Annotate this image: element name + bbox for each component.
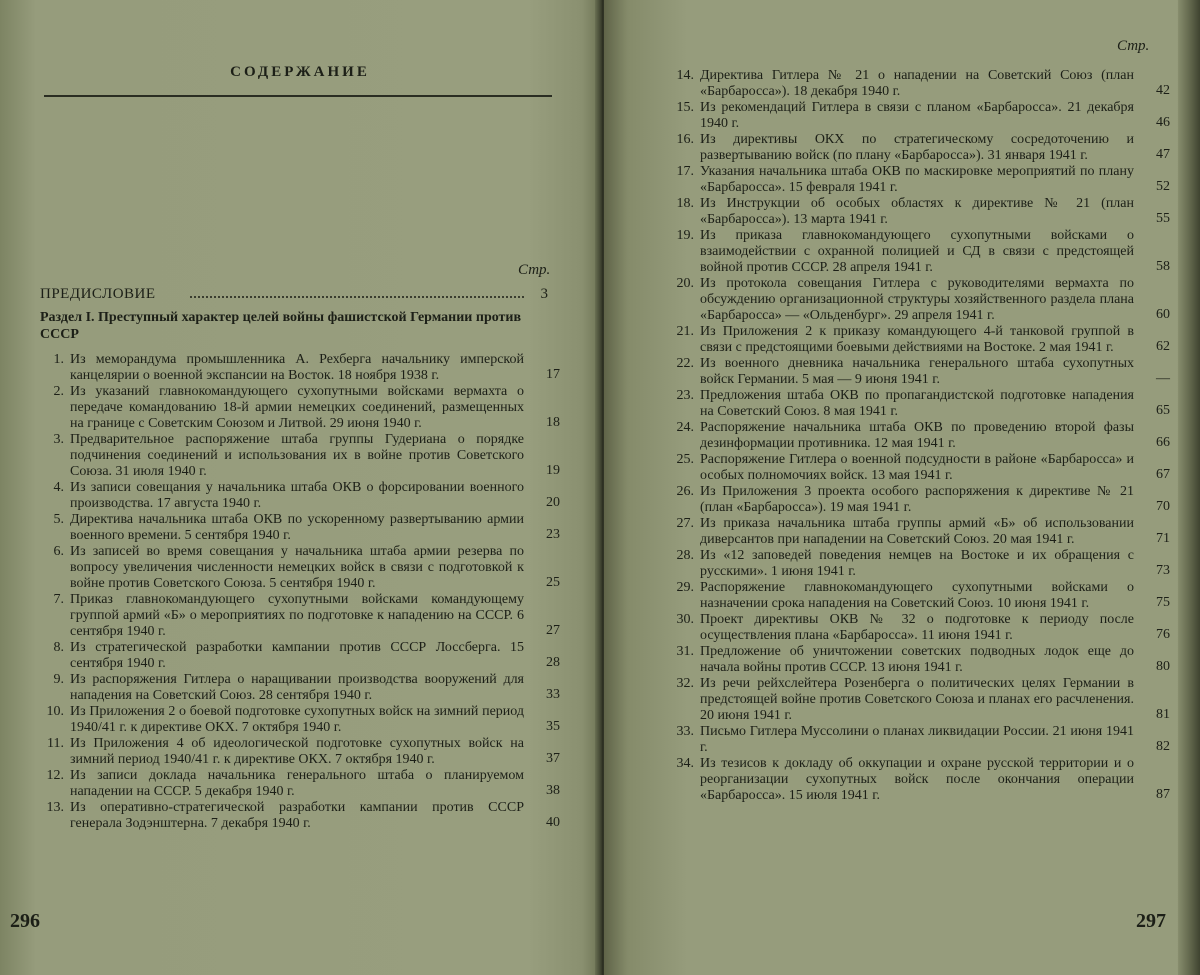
- entry-number: 3.: [53, 432, 64, 447]
- toc-entry: [40, 384, 560, 432]
- toc-entry: [40, 672, 560, 704]
- toc-entry: [670, 356, 1170, 388]
- entry-page-number: 80: [1156, 659, 1170, 674]
- toc-entry: [670, 276, 1170, 324]
- entry-title: Распоряжение начальника штаба ОКВ по проведению второй фазы дезинформации противника. 12 мая 1941 г.: [700, 420, 1134, 451]
- entry-number: 8.: [53, 640, 64, 655]
- page-number-right: 297: [1136, 910, 1166, 932]
- entry-page-number: 27: [546, 623, 560, 638]
- entry-page-number: 25: [546, 575, 560, 590]
- entry-page-number: 38: [546, 783, 560, 798]
- entry-number: 21.: [676, 324, 694, 339]
- heading-rule: [44, 95, 552, 97]
- entry-title: Из рекомендаций Гитлера в связи с планом «Барбаросса». 21 декабря 1940 г.: [700, 100, 1134, 131]
- entry-page-number: 75: [1156, 595, 1170, 610]
- entry-title: Из приказа главнокомандующего сухопутными войсками о взаимодействии с охранной полицией и СД в связи с предстоящей войной против СССР. 28 апреля 1941 г.: [700, 228, 1134, 275]
- entry-title: Из Приложения 3 проекта особого распоряжения к директиве № 21 (план «Барбаросса»). 19 мая 1941 г.: [700, 484, 1134, 515]
- entry-number: 30.: [676, 612, 694, 627]
- entry-title: Приказ главнокомандующего сухопутными войсками командующему группой армий «Б» о мероприятиях по подготовке к нападению на СССР. 6 сентября 1940 г.: [70, 592, 524, 639]
- entry-title: Из Приложения 2 к приказу командующего 4-й танковой группой в связи с предстоящими боевыми действиями на Востоке. 2 мая 1941 г.: [700, 324, 1134, 355]
- entry-title: Из стратегической разработки кампании против СССР Лоссберга. 15 сентября 1940 г.: [70, 640, 524, 671]
- entry-title: Из Приложения 4 об идеологической подготовке сухопутных войск на зимний период 1940/41 г. к директиве ОКХ. 7 октября 1940 г.: [70, 736, 524, 767]
- entry-number: 18.: [676, 196, 694, 211]
- entry-number: 31.: [676, 644, 694, 659]
- entry-title: Из протокола совещания Гитлера с руководителями вермахта по обсуждению организационной структуры хозяйственного раздела плана «Барбаросса» — «Ольденбург». 29 апреля 1941 г.: [700, 276, 1134, 323]
- toc-entry: [670, 388, 1170, 420]
- entry-number: 12.: [46, 768, 64, 783]
- entry-title: Из Приложения 2 о боевой подготовке сухопутных войск на зимний период 1940/41 г. к директиве ОКХ. 7 октября 1940 г.: [70, 704, 524, 735]
- entry-title: Из «12 заповедей поведения немцев на Востоке и их обращения с русскими». 1 июня 1941 г.: [700, 548, 1134, 579]
- toc-entry: [670, 516, 1170, 548]
- entry-number: 4.: [53, 480, 64, 495]
- toc-entry: [670, 548, 1170, 580]
- toc-entry: [40, 768, 560, 800]
- entry-title: Указания начальника штаба ОКВ по маскировке мероприятий по плану «Барбаросса». 15 февраля 1941 г.: [700, 164, 1134, 195]
- entry-page-number: 76: [1156, 627, 1170, 642]
- entry-title: Распоряжение Гитлера о военной подсудности в районе «Барбаросса» и особых полномочиях войск. 13 мая 1941 г.: [700, 452, 1134, 483]
- entry-number: 29.: [676, 580, 694, 595]
- book-edge: [1178, 0, 1200, 975]
- entry-title: Из записи совещания у начальника штаба ОКВ о форсировании военного производства. 17 августа 1940 г.: [70, 480, 524, 511]
- contents-heading: СОДЕРЖАНИЕ: [230, 64, 370, 80]
- entry-title: Директива Гитлера № 21 о нападении на Советский Союз (план «Барбаросса»). 18 декабря 1940 г.: [700, 68, 1134, 99]
- toc-entry: [670, 484, 1170, 516]
- toc-entry: [40, 640, 560, 672]
- entry-number: 28.: [676, 548, 694, 563]
- entry-number: 23.: [676, 388, 694, 403]
- entry-number: 20.: [676, 276, 694, 291]
- entry-page-number: 47: [1156, 147, 1170, 162]
- entry-page-number: 58: [1156, 259, 1170, 274]
- preface-page-number: 3: [540, 286, 548, 302]
- entry-number: 24.: [676, 420, 694, 435]
- toc-entry: [670, 644, 1170, 676]
- toc-entry: [670, 756, 1170, 804]
- entry-title: Из директивы ОКХ по стратегическому сосредоточению и развертыванию войск (по плану «Барбаросса»). 31 января 1941 г.: [700, 132, 1134, 163]
- toc-entry: [40, 432, 560, 480]
- entry-number: 22.: [676, 356, 694, 371]
- entry-number: 5.: [53, 512, 64, 527]
- entry-page-number: 19: [546, 463, 560, 478]
- entry-title: Директива начальника штаба ОКВ по ускоренному развертыванию армии военного времени. 5 сентября 1940 г.: [70, 512, 524, 543]
- entry-number: 14.: [676, 68, 694, 83]
- entry-page-number: 46: [1156, 115, 1170, 130]
- toc-entry: [670, 324, 1170, 356]
- toc-entry: [670, 612, 1170, 644]
- entry-page-number: 67: [1156, 467, 1170, 482]
- entry-title: Из оперативно-стратегической разработки кампании против СССР генерала Зодэнштерна. 7 декабря 1940 г.: [70, 800, 524, 831]
- entry-title: Предложение об уничтожении советских подводных лодок еще до начала войны против СССР. 13 июня 1941 г.: [700, 644, 1134, 675]
- entry-number: 16.: [676, 132, 694, 147]
- section-title: Раздел I. Преступный характер целей войны фашистской Германии против СССР: [40, 310, 522, 342]
- entry-page-number: 71: [1156, 531, 1170, 546]
- toc-entry: [40, 352, 560, 384]
- entry-page-number: 28: [546, 655, 560, 670]
- entry-number: 32.: [676, 676, 694, 691]
- entry-number: 33.: [676, 724, 694, 739]
- entry-number: 2.: [53, 384, 64, 399]
- entry-title: Из речи рейхслейтера Розенберга о политических целях Германии в предстоящей войне против Советского Союза и планах его расчленения. 20 июня 1941 г.: [700, 676, 1134, 723]
- entry-number: 34.: [676, 756, 694, 771]
- entry-title: Из Инструкции об особых областях к директиве № 21 (план «Барбаросса»). 13 марта 1941 г.: [700, 196, 1134, 227]
- toc-entry: [670, 100, 1170, 132]
- entry-number: 15.: [676, 100, 694, 115]
- entry-title: Из меморандума промышленника А. Рехберга начальнику имперской канцелярии о военной экспансии на Восток. 18 ноября 1938 г.: [70, 352, 524, 383]
- entry-title: Проект директивы ОКВ № 32 о подготовке к периоду после осуществления плана «Барбаросса». 11 июня 1941 г.: [700, 612, 1134, 643]
- toc-entry: [670, 228, 1170, 276]
- toc-entry: [40, 704, 560, 736]
- toc-list-right: [670, 68, 1170, 804]
- entry-title: Из военного дневника начальника генерального штаба сухопутных войск Германии. 5 мая — 9 июня 1941 г.: [700, 356, 1134, 387]
- dot-leader: [190, 296, 524, 298]
- entry-page-number: 35: [546, 719, 560, 734]
- entry-number: 19.: [676, 228, 694, 243]
- toc-list-left: [40, 352, 560, 832]
- entry-page-number: —: [1156, 371, 1170, 386]
- entry-number: 6.: [53, 544, 64, 559]
- page-column-label: Стр.: [518, 262, 551, 278]
- entry-page-number: 52: [1156, 179, 1170, 194]
- entry-number: 7.: [53, 592, 64, 607]
- entry-number: 25.: [676, 452, 694, 467]
- entry-page-number: 17: [546, 367, 560, 382]
- entry-page-number: 42: [1156, 83, 1170, 98]
- toc-entry: [40, 736, 560, 768]
- entry-page-number: 33: [546, 687, 560, 702]
- entry-page-number: 82: [1156, 739, 1170, 754]
- preface-label: ПРЕДИСЛОВИЕ: [40, 286, 156, 302]
- toc-entry: [670, 196, 1170, 228]
- entry-title: Предложения штаба ОКВ по пропагандистской подготовке нападения на Советский Союз. 8 мая 1941 г.: [700, 388, 1134, 419]
- toc-entry: [670, 452, 1170, 484]
- entry-page-number: 37: [546, 751, 560, 766]
- page-number-left: 296: [10, 910, 40, 932]
- entry-number: 13.: [46, 800, 64, 815]
- entry-title: Предварительное распоряжение штаба группы Гудериана о порядке подчинения соединений и использования их в войне против Советского Союза. 31 июля 1940 г.: [70, 432, 524, 479]
- entry-title: Из записей во время совещания у начальника штаба армии резерва по вопросу увеличения численности немецких войск в связи с подготовкой к войне против Советского Союза. 5 сентября 1940 г.: [70, 544, 524, 591]
- entry-number: 9.: [53, 672, 64, 687]
- toc-entry: [40, 800, 560, 832]
- entry-title: Из приказа начальника штаба группы армий «Б» об использовании диверсантов при нападении на Советский Союз. 20 мая 1941 г.: [700, 516, 1134, 547]
- toc-entry: [40, 512, 560, 544]
- entry-page-number: 18: [546, 415, 560, 430]
- entry-number: 1.: [53, 352, 64, 367]
- entry-page-number: 70: [1156, 499, 1170, 514]
- toc-entry: [40, 480, 560, 512]
- entry-page-number: 66: [1156, 435, 1170, 450]
- entry-page-number: 55: [1156, 211, 1170, 226]
- entry-title: Из тезисов к докладу об оккупации и охране русской территории и о реорганизации сухопутных войск после окончания операции «Барбаросса». 15 июля 1941 г.: [700, 756, 1134, 803]
- entry-page-number: 23: [546, 527, 560, 542]
- entry-page-number: 60: [1156, 307, 1170, 322]
- entry-number: 17.: [676, 164, 694, 179]
- entry-page-number: 20: [546, 495, 560, 510]
- preface-entry: [40, 285, 548, 303]
- entry-page-number: 62: [1156, 339, 1170, 354]
- entry-title: Распоряжение главнокомандующего сухопутными войсками о назначении срока нападения на Советский Союз. 10 июня 1941 г.: [700, 580, 1134, 611]
- entry-page-number: 65: [1156, 403, 1170, 418]
- toc-entry: [40, 592, 560, 640]
- entry-title: Из распоряжения Гитлера о наращивании производства вооружений для нападения на Советский Союз. 28 сентября 1940 г.: [70, 672, 524, 703]
- toc-entry: [670, 724, 1170, 756]
- toc-entry: [670, 164, 1170, 196]
- entry-title: Из записи доклада начальника генерального штаба о планируемом нападении на СССР. 5 декабря 1940 г.: [70, 768, 524, 799]
- entry-page-number: 40: [546, 815, 560, 830]
- entry-page-number: 73: [1156, 563, 1170, 578]
- entry-number: 26.: [676, 484, 694, 499]
- toc-entry: [670, 580, 1170, 612]
- toc-entry: [670, 420, 1170, 452]
- toc-entry: [40, 544, 560, 592]
- entry-number: 10.: [46, 704, 64, 719]
- entry-page-number: 81: [1156, 707, 1170, 722]
- toc-entry: [670, 68, 1170, 100]
- page-column-label: Стр.: [1117, 38, 1150, 54]
- entry-number: 27.: [676, 516, 694, 531]
- entry-page-number: 87: [1156, 787, 1170, 802]
- toc-entry: [670, 676, 1170, 724]
- toc-entry: [670, 132, 1170, 164]
- entry-number: 11.: [47, 736, 64, 751]
- entry-title: Из указаний главнокомандующего сухопутными войсками вермахта о передаче командованию 18-й армии немецких соединений, размещенных на границе с Советским Союзом и Литвой. 29 июня 1940 г.: [70, 384, 524, 431]
- entry-title: Письмо Гитлера Муссолини о планах ликвидации России. 21 июня 1941 г.: [700, 724, 1134, 755]
